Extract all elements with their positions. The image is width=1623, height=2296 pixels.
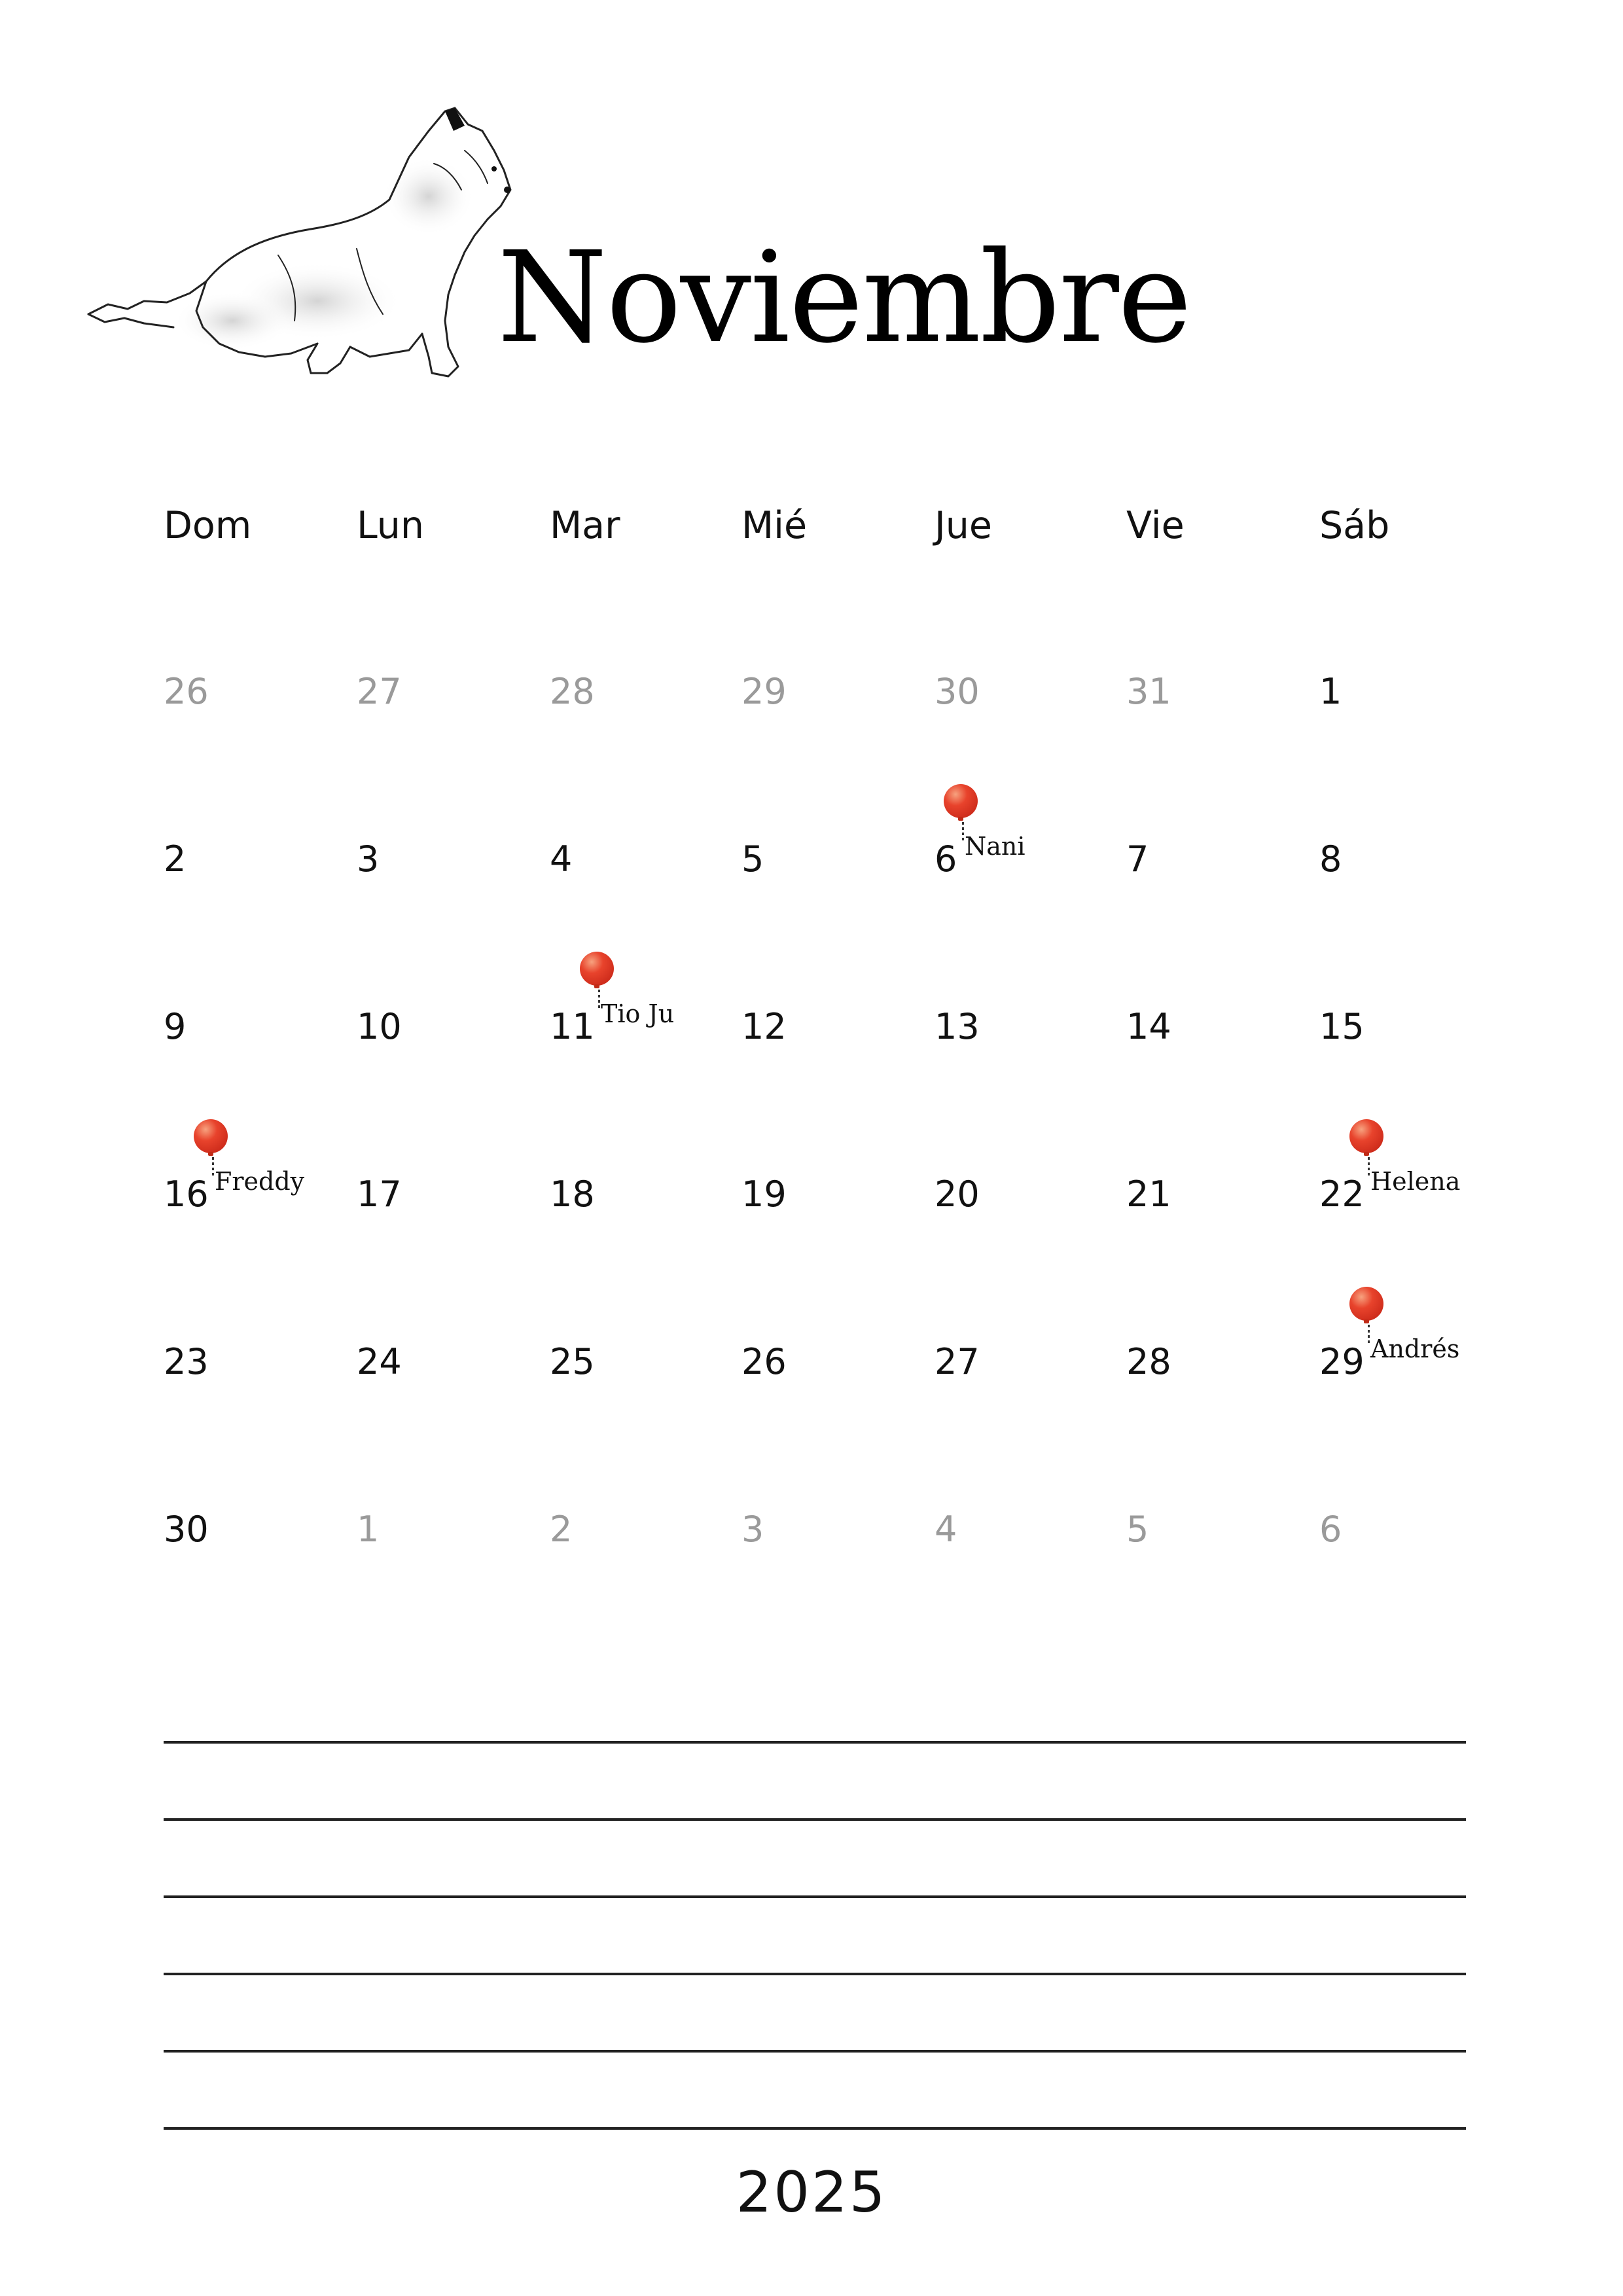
day-number: 29 <box>1319 1341 1364 1382</box>
day-number: 2 <box>164 838 187 880</box>
weekday-label: Dom <box>164 504 252 547</box>
day-number: 30 <box>164 1509 209 1550</box>
balloon-icon <box>580 952 614 986</box>
birthday-name: Andrés <box>1370 1335 1460 1363</box>
day-cell[interactable] <box>741 1341 935 1512</box>
day-number: 19 <box>741 1174 787 1215</box>
weekday-label: Vie <box>1126 504 1185 547</box>
balloon-icon <box>1349 1119 1383 1153</box>
calendar-grid <box>0 671 1623 1590</box>
day-cell[interactable] <box>741 1174 935 1344</box>
day-cell[interactable] <box>935 1509 1128 1679</box>
day-number: 12 <box>741 1006 787 1047</box>
day-cell[interactable] <box>357 1006 550 1177</box>
note-line[interactable] <box>164 1895 1466 1898</box>
note-line[interactable] <box>164 2127 1466 2130</box>
day-number: 3 <box>741 1509 764 1550</box>
day-cell[interactable] <box>1126 1341 1320 1512</box>
day-cell[interactable] <box>1126 1509 1320 1679</box>
day-cell[interactable] <box>1319 838 1513 1009</box>
note-line[interactable] <box>164 2050 1466 2053</box>
dog-illustration <box>82 85 553 399</box>
day-cell[interactable] <box>550 1509 743 1679</box>
balloon-string <box>598 990 600 1009</box>
day-cell[interactable] <box>741 1509 935 1679</box>
balloon-icon <box>1349 1287 1383 1321</box>
day-number: 31 <box>1126 671 1171 712</box>
day-cell[interactable] <box>935 832 1128 1009</box>
birthday-name: Nani <box>965 832 1026 861</box>
day-number: 25 <box>550 1341 595 1382</box>
day-number: 11 <box>550 1006 595 1047</box>
day-cell[interactable] <box>357 1174 550 1344</box>
day-number: 10 <box>357 1006 402 1047</box>
day-number: 4 <box>550 838 573 880</box>
day-cell[interactable] <box>164 1167 357 1344</box>
day-cell[interactable] <box>550 1174 743 1344</box>
day-cell[interactable] <box>357 838 550 1009</box>
day-number: 13 <box>935 1006 980 1047</box>
day-cell[interactable] <box>1126 1174 1320 1344</box>
day-number: 2 <box>550 1509 573 1550</box>
note-line[interactable] <box>164 1818 1466 1821</box>
weekday-label: Jue <box>935 504 993 547</box>
day-cell[interactable] <box>164 1509 357 1679</box>
day-cell[interactable] <box>1126 1006 1320 1177</box>
day-cell[interactable] <box>164 671 357 842</box>
day-number: 29 <box>741 671 787 712</box>
day-cell[interactable] <box>357 1509 550 1679</box>
day-cell[interactable] <box>550 999 743 1177</box>
day-cell[interactable] <box>1319 1006 1513 1177</box>
birthday-name: Tio Ju <box>601 999 675 1028</box>
day-cell[interactable] <box>741 1006 935 1177</box>
day-cell[interactable] <box>741 838 935 1009</box>
birthday-name: Helena <box>1370 1167 1461 1196</box>
day-number: 30 <box>935 671 980 712</box>
day-number: 27 <box>357 671 402 712</box>
day-number: 27 <box>935 1341 980 1382</box>
notes-area <box>164 1741 1466 2160</box>
day-number: 7 <box>1126 838 1149 880</box>
month-title: Noviembre <box>497 225 1191 371</box>
day-cell[interactable] <box>935 1341 1128 1512</box>
weekday-label: Mar <box>550 504 620 547</box>
day-number: 3 <box>357 838 380 880</box>
weekday-header-row <box>0 504 1623 556</box>
day-number: 28 <box>550 671 595 712</box>
day-number: 21 <box>1126 1174 1171 1215</box>
weekday-label: Mié <box>741 504 808 547</box>
balloon-string <box>1368 1325 1370 1344</box>
day-cell[interactable] <box>550 671 743 842</box>
day-cell[interactable] <box>1319 1509 1513 1679</box>
year-label: 2025 <box>736 2160 887 2225</box>
birthday-name: Freddy <box>215 1167 305 1196</box>
day-cell[interactable] <box>164 838 357 1009</box>
day-number: 23 <box>164 1341 209 1382</box>
balloon-icon <box>944 784 978 818</box>
day-cell[interactable] <box>550 838 743 1009</box>
day-cell[interactable] <box>550 1341 743 1512</box>
note-line[interactable] <box>164 1973 1466 1975</box>
day-number: 22 <box>1319 1174 1364 1215</box>
day-cell[interactable] <box>935 1006 1128 1177</box>
day-number: 26 <box>164 671 209 712</box>
day-number: 16 <box>164 1174 209 1215</box>
day-number: 4 <box>935 1509 957 1550</box>
balloon-string <box>212 1157 214 1177</box>
day-number: 26 <box>741 1341 787 1382</box>
day-number: 1 <box>357 1509 380 1550</box>
day-cell[interactable] <box>1126 838 1320 1009</box>
note-line[interactable] <box>164 1741 1466 1744</box>
day-cell[interactable] <box>1126 671 1320 842</box>
day-number: 24 <box>357 1341 402 1382</box>
day-cell[interactable] <box>1319 1167 1513 1344</box>
day-number: 20 <box>935 1174 980 1215</box>
day-cell[interactable] <box>357 1341 550 1512</box>
day-number: 6 <box>935 838 957 880</box>
balloon-string <box>962 822 964 842</box>
day-number: 14 <box>1126 1006 1171 1047</box>
day-number: 28 <box>1126 1341 1171 1382</box>
day-number: 6 <box>1319 1509 1342 1550</box>
day-cell[interactable] <box>1319 1335 1513 1512</box>
day-number: 9 <box>164 1006 187 1047</box>
day-cell[interactable] <box>357 671 550 842</box>
day-number: 15 <box>1319 1006 1364 1047</box>
day-number: 1 <box>1319 671 1342 712</box>
day-number: 17 <box>357 1174 402 1215</box>
day-cell[interactable] <box>164 1341 357 1512</box>
balloon-string <box>1368 1157 1370 1177</box>
day-number: 5 <box>741 838 764 880</box>
weekday-label: Lun <box>357 504 425 547</box>
balloon-icon <box>194 1119 228 1153</box>
day-number: 5 <box>1126 1509 1149 1550</box>
day-number: 18 <box>550 1174 595 1215</box>
day-cell[interactable] <box>1319 671 1513 842</box>
weekday-label: Sáb <box>1319 504 1390 547</box>
day-cell[interactable] <box>741 671 935 842</box>
day-cell[interactable] <box>164 1006 357 1177</box>
day-number: 8 <box>1319 838 1342 880</box>
day-cell[interactable] <box>935 1174 1128 1344</box>
